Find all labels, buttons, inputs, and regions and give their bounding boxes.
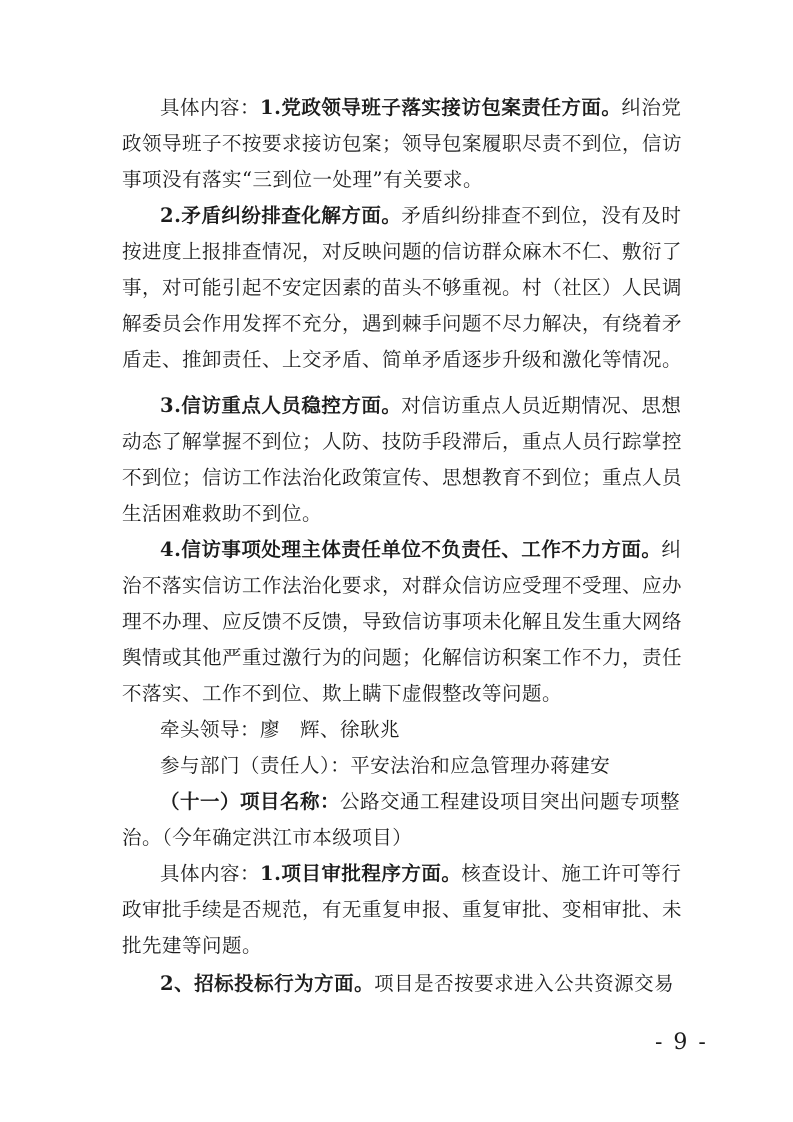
paragraph-line: 2.矛盾纠纷排查化解方面。矛盾纠纷排查不到位，没有及时 [160,204,682,227]
paragraph-line: 治。（今年确定洪江市本级项目） [122,826,413,849]
paragraph-line: 事项没有落实“三到位一处理”有关要求。 [122,168,483,191]
paragraph-line: 不落实、工作不到位、欺上瞒下虚假整改等问题。 [122,682,563,705]
paragraph-line: 政审批手续是否规范，有无重复申报、重复审批、变相审批、未 [122,898,683,921]
paragraph-line: 3.信访重点人员稳控方面。对信访重点人员近期情况、思想 [160,394,682,417]
paragraph-line: 盾走、推卸责任、上交矛盾、简单矛盾逐步升级和激化等情况。 [122,348,683,371]
participating-departments: 参与部门（责任人）：平安法治和应急管理办蒋建安 [160,754,611,777]
paragraph-line: 具体内容：1.项目审批程序方面。核查设计、施工许可等行 [160,862,682,885]
paragraph-line: 理不办理、应反馈不反馈，导致信访事项未化解且发生重大网络 [122,610,683,633]
paragraph-line: 舆情或其他严重过激行为的问题；化解信访积案工作不力，责任 [122,646,683,669]
paragraph-line: 按进度上报排查情况，对反映问题的信访群众麻木不仁、敷衍了 [122,240,683,263]
paragraph-line: 2、招标投标行为方面。项目是否按要求进入公共资源交易 [160,972,675,995]
paragraph-line: 动态了解掌握不到位；人防、技防手段滞后，重点人员行踪掌控 [122,430,683,453]
section-heading: （十一）项目名称：公路交通工程建设项目突出问题专项整 [160,790,681,813]
paragraph-line: 政领导班子不按要求接访包案；领导包案履职尽责不到位，信访 [122,132,683,155]
paragraph-line: 不到位；信访工作法治化政策宣传、思想教育不到位；重点人员 [122,466,683,489]
paragraph-line: 批先建等问题。 [122,934,263,957]
page-number: - 9 - [655,1030,708,1055]
paragraph-line: 生活困难救助不到位。 [122,502,323,525]
paragraph-line: 治不落实信访工作法治化要求，对群众信访应受理不受理、应办 [122,574,683,597]
paragraph-line: 4.信访事项处理主体责任单位不负责任、工作不力方面。纠 [160,538,682,561]
lead-leaders: 牵头领导：廖 辉、徐耿兆 [160,718,401,741]
paragraph-line: 事，对可能引起不安定因素的苗头不够重视。村（社区）人民调 [122,276,683,299]
paragraph-line: 解委员会作用发挥不充分，遇到棘手问题不尽力解决，有绕着矛 [122,312,683,335]
paragraph-line: 具体内容：1.党政领导班子落实接访包案责任方面。纠治党 [160,96,682,119]
